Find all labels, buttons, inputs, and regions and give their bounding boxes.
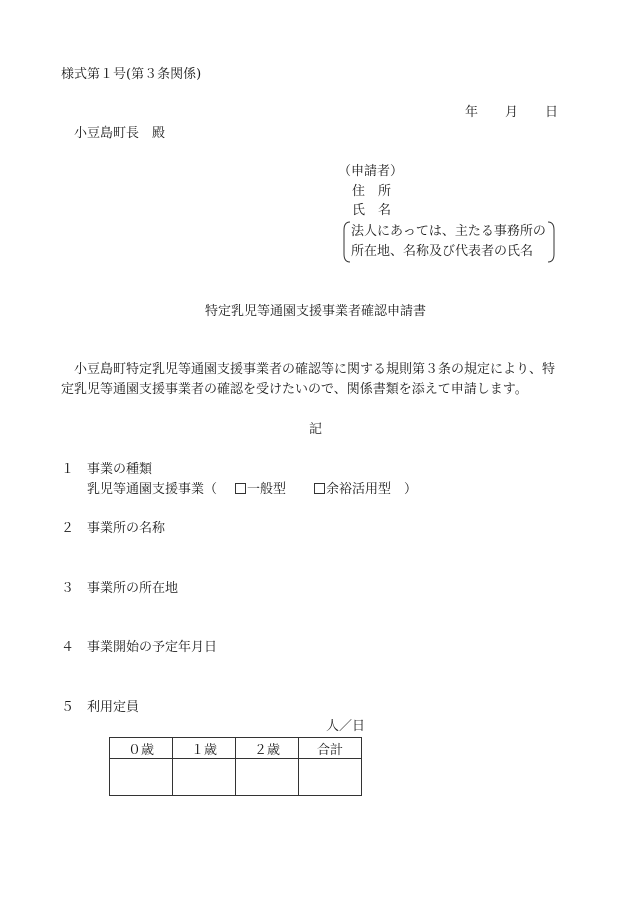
value-age-2[interactable] xyxy=(236,759,299,796)
header-total: 合計 xyxy=(299,738,362,759)
checkbox-icon xyxy=(235,483,246,494)
capacity-value-row xyxy=(110,759,362,796)
date-day-label: 日 xyxy=(545,105,559,120)
corporation-note xyxy=(343,221,555,263)
value-total[interactable] xyxy=(299,759,362,796)
capacity-table xyxy=(109,737,362,796)
checkbox-spare-capacity[interactable] xyxy=(314,482,391,498)
business-type-suffix: ） xyxy=(404,482,418,497)
item-2-number: ２ xyxy=(61,521,75,536)
item-5-label: 利用定員 xyxy=(87,700,140,715)
ki-heading: 記 xyxy=(309,422,323,437)
item-1-number: １ xyxy=(61,462,75,477)
form-number: 様式第１号(第３条関係) xyxy=(61,67,202,82)
capacity-header-row xyxy=(110,738,362,759)
item-3-label: 事業所の所在地 xyxy=(87,581,179,596)
checkbox-general[interactable] xyxy=(235,482,286,498)
applicant-heading: （申請者） xyxy=(338,164,404,179)
option-general-label: 一般型 xyxy=(247,482,287,497)
date-year-label: 年 xyxy=(465,105,479,120)
item-4-number: ４ xyxy=(61,640,75,655)
capacity-unit: 人／日 xyxy=(326,719,366,734)
header-age-0: ０歳 xyxy=(110,738,173,759)
item-3-number: ３ xyxy=(61,581,75,596)
applicant-name-label: 氏 名 xyxy=(352,203,392,218)
checkbox-icon xyxy=(314,483,325,494)
item-5-number: ５ xyxy=(61,700,75,715)
header-age-1: １歳 xyxy=(173,738,236,759)
date-month-label: 月 xyxy=(505,105,519,120)
item-1-label: 事業の種類 xyxy=(87,462,153,477)
item-2-label: 事業所の名称 xyxy=(87,521,166,536)
business-type-prefix: 乳児等通園支援事業（ xyxy=(87,482,218,497)
body-line-2: 定乳児等通園支援事業者の確認を受けたいので、関係書類を添えて申請します。 xyxy=(61,382,528,397)
applicant-address-label: 住 所 xyxy=(352,184,392,199)
note-line-2: 所在地、名称及び代表者の氏名 xyxy=(351,244,534,259)
value-age-1[interactable] xyxy=(173,759,236,796)
header-age-2: ２歳 xyxy=(236,738,299,759)
item-4-label: 事業開始の予定年月日 xyxy=(87,640,218,655)
addressee: 小豆島町長 殿 xyxy=(74,126,166,141)
note-line-1: 法人にあっては、主たる事務所の xyxy=(351,224,546,239)
body-line-1: 小豆島町特定乳児等通園支援事業者の確認等に関する規則第３条の規定により、特 xyxy=(74,362,556,377)
option-spare-capacity-label: 余裕活用型 xyxy=(326,482,392,497)
value-age-0[interactable] xyxy=(110,759,173,796)
page-title: 特定乳児等通園支援事業者確認申請書 xyxy=(205,304,427,319)
